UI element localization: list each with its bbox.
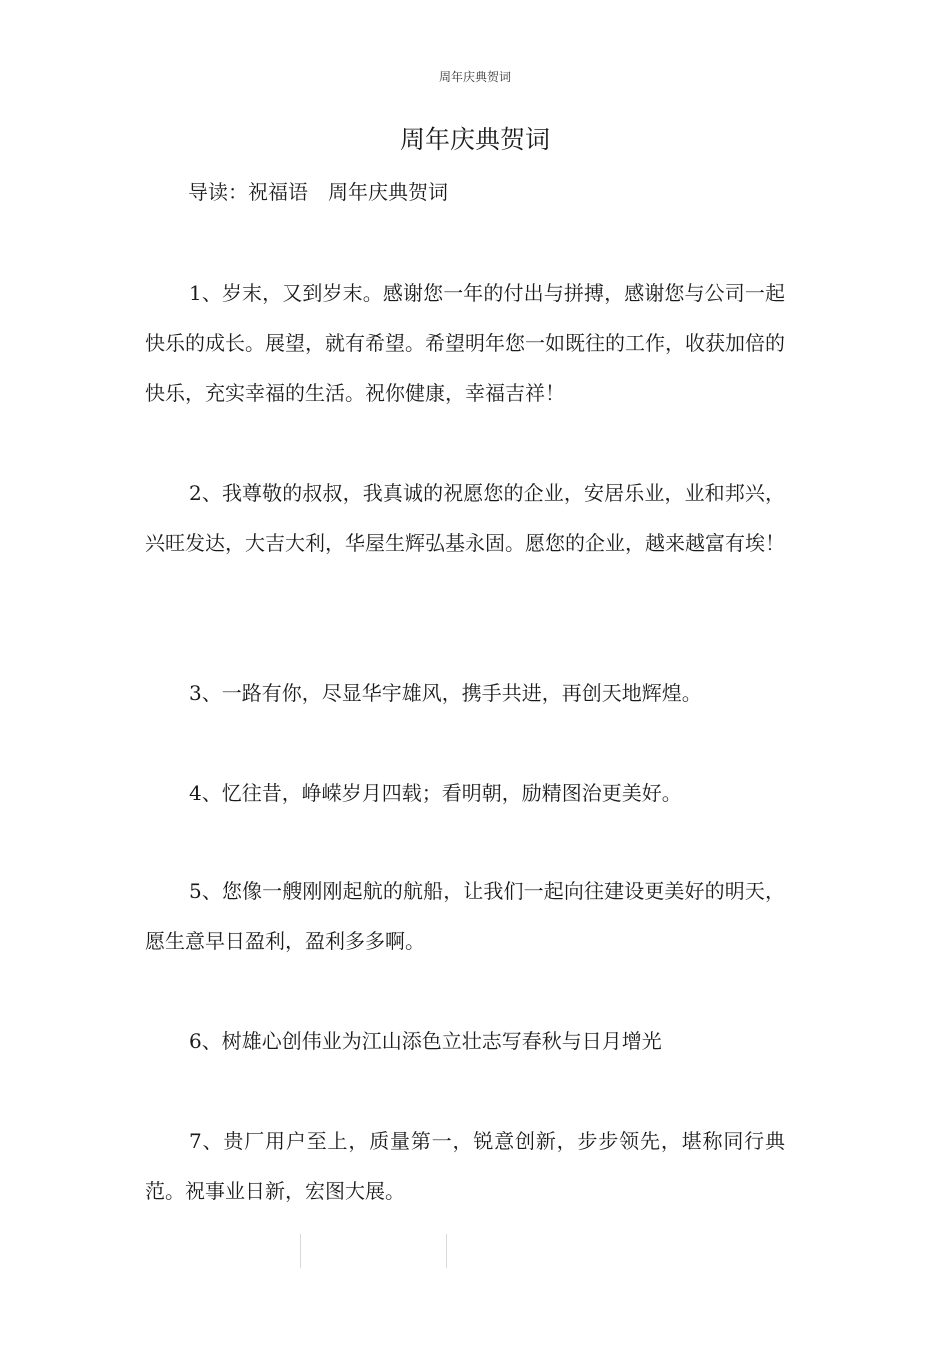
paragraph-2: 2、我尊敬的叔叔，我真诚的祝愿您的企业，安居乐业，业和邦兴，兴旺发达，大吉大利，华屋生辉弘基永固。愿您的企业，越来越富有埃！: [145, 481, 785, 555]
paragraph-3: 3、一路有你，尽显华宇雄风，携手共进，再创天地辉煌。: [189, 681, 702, 705]
paragraph-7: 7、贵厂用户至上，质量第一，锐意创新，步步领先，堪称同行典范。祝事业日新，宏图大展。: [145, 1129, 785, 1203]
paragraph-5: 5、您像一艘刚刚起航的航船，让我们一起向往建设更美好的明天，愿生意早日盈利，盈利多多啊。: [145, 879, 785, 953]
document-title: 周年庆典贺词: [399, 125, 550, 154]
footer-divider-right: [446, 1234, 447, 1268]
paragraph-1: 1、岁末，又到岁末。感谢您一年的付出与拼搏，感谢您与公司一起快乐的成长。展望，就有希望。希望明年您一如既往的工作，收获加倍的快乐，充实幸福的生活。祝你健康，幸福吉祥！: [145, 281, 785, 405]
lead-line: 导读：祝福语 周年庆典贺词: [188, 180, 448, 204]
paragraph-4: 4、忆往昔，峥嵘岁月四载；看明朝，励精图治更美好。: [189, 781, 682, 805]
footer-divider-left: [300, 1234, 301, 1268]
paragraph-6: 6、树雄心创伟业为江山添色立壮志写春秋与日月增光: [189, 1029, 662, 1053]
running-header: 周年庆典贺词: [438, 70, 511, 84]
